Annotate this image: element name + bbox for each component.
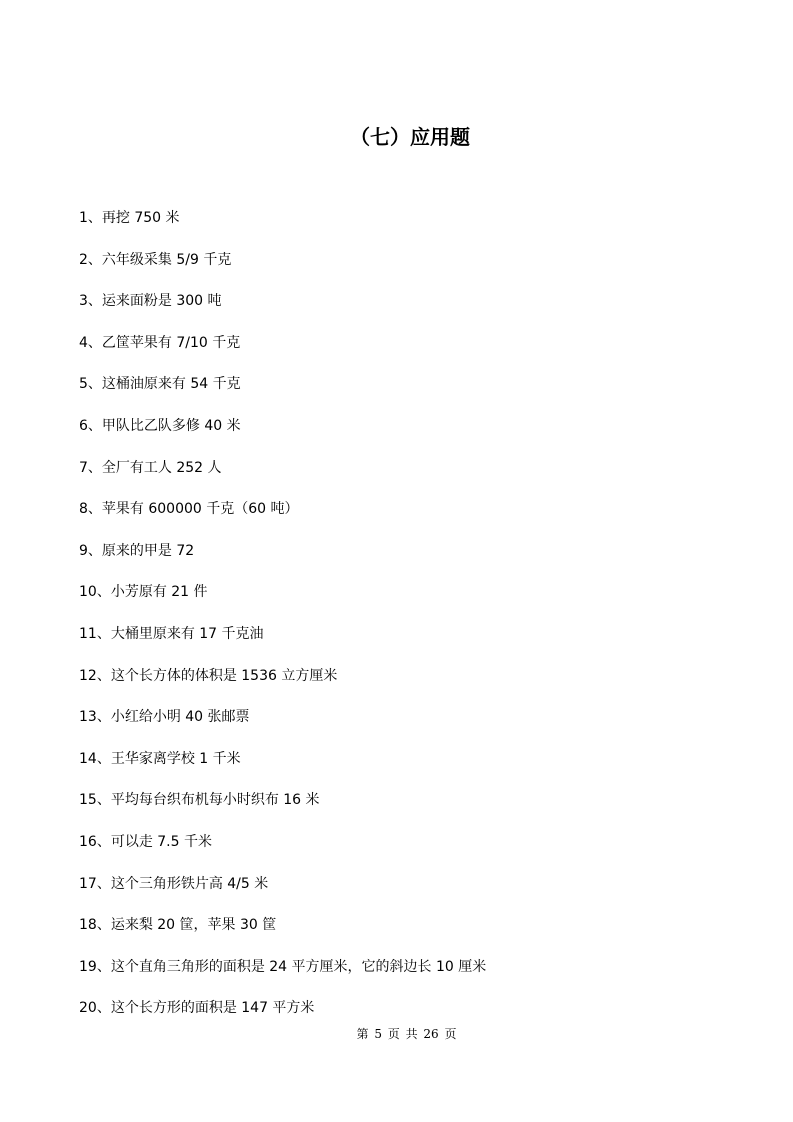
answer-item: 9、原来的甲是 72 bbox=[79, 542, 195, 559]
answer-item: 8、苹果有 600000 千克（60 吨） bbox=[79, 501, 299, 518]
section-title: （七）应用题 bbox=[350, 125, 470, 149]
answer-item: 1、再挖 750 米 bbox=[79, 210, 180, 226]
answer-item: 3、运来面粉是 300 吨 bbox=[79, 293, 222, 310]
answer-item: 17、这个三角形铁片高 4/5 米 bbox=[79, 875, 269, 892]
answer-item: 15、平均每台织布机每小时织布 16 米 bbox=[79, 792, 320, 809]
answer-item: 11、大桶里原来有 17 千克油 bbox=[79, 625, 264, 642]
answer-item: 20、这个长方形的面积是 147 平方米 bbox=[79, 1000, 315, 1017]
answer-item: 12、这个长方体的体积是 1536 立方厘米 bbox=[79, 667, 338, 684]
answer-item: 13、小红给小明 40 张邮票 bbox=[79, 709, 250, 726]
page-footer: 第 5 页 共 26 页 bbox=[356, 1027, 457, 1041]
answer-item: 7、全厂有工人 252 人 bbox=[79, 459, 222, 476]
answer-item: 14、王华家离学校 1 千米 bbox=[79, 750, 241, 767]
answer-item: 16、可以走 7.5 千米 bbox=[79, 833, 212, 850]
answer-item: 10、小芳原有 21 件 bbox=[79, 584, 208, 601]
answer-list bbox=[79, 206, 486, 1038]
answer-item: 18、运来梨 20 筐，苹果 30 筐 bbox=[79, 917, 277, 934]
answer-item: 5、这桶油原来有 54 千克 bbox=[79, 376, 241, 393]
answer-item: 6、甲队比乙队多修 40 米 bbox=[79, 417, 241, 434]
answer-item: 4、乙筐苹果有 7/10 千克 bbox=[79, 334, 241, 351]
answer-item: 19、这个直角三角形的面积是 24 平方厘米，它的斜边长 10 厘米 bbox=[79, 958, 487, 975]
answer-item: 2、六年级采集 5/9 千克 bbox=[79, 251, 232, 268]
